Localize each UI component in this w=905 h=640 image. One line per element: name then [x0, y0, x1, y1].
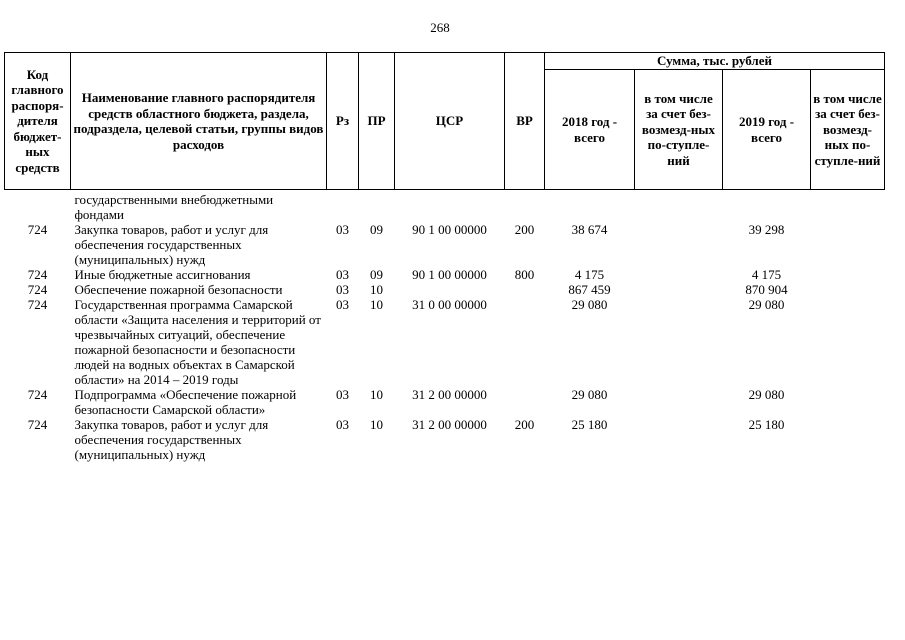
table-row: [5, 267, 885, 282]
row-name: Государственная программа Самарской области «Защита населения и территорий от чрезвычайных ситуаций, обеспечение пожарной безопасности и безопасности людей на водных объектах в Самарской области» на 2014 – 2019 годы: [74, 297, 321, 387]
header-rz: Рз: [327, 53, 359, 190]
row-sum-2019: 25 180: [748, 417, 785, 432]
table-row: [5, 387, 885, 417]
row-vr: 200: [514, 417, 535, 432]
row-sum-2019: [723, 190, 811, 223]
row-vr: 200: [514, 222, 535, 237]
row-rz: 03: [336, 282, 349, 297]
row-pr: [359, 190, 395, 223]
row-vr: [505, 297, 545, 387]
row-code: 724: [27, 297, 48, 312]
table-header: [5, 53, 885, 190]
row-sum-2019: 870 904: [745, 282, 788, 297]
row-code: 724: [27, 282, 48, 297]
row-csr: [395, 282, 505, 297]
row-rz: 03: [336, 417, 349, 432]
budget-table: [4, 52, 885, 462]
row-bezv-2019: [811, 417, 885, 462]
row-sum-2018: 29 080: [571, 387, 608, 402]
header-2018-total: 2018 год - всего: [545, 70, 635, 190]
row-name: Закупка товаров, работ и услуг для обеспечения государственных (муниципальных) нужд: [74, 222, 269, 267]
row-sum-2018: 867 459: [568, 282, 611, 297]
row-rz: 03: [336, 222, 349, 237]
row-name: Обеспечение пожарной безопасности: [74, 282, 283, 297]
row-pr: 09: [370, 222, 383, 237]
row-name: государственными внебюджетными фондами: [74, 192, 274, 222]
row-sum-2019: 4 175: [751, 267, 782, 282]
table-row: [5, 190, 885, 223]
row-code: 724: [27, 417, 48, 432]
row-sum-2019: 29 080: [748, 387, 785, 402]
row-name: Подпрограмма «Обеспечение пожарной безопасности Самарской области»: [74, 387, 297, 417]
row-sum-2018: 4 175: [574, 267, 605, 282]
header-code: Код главного распоря-дителя бюджет-ных средств: [5, 53, 71, 190]
row-rz: 03: [336, 387, 349, 402]
header-2018-bezv: в том числе за счет без-возмезд-ных по-ступле-ний: [635, 70, 723, 190]
row-bezv-2019: [811, 387, 885, 417]
row-pr: 09: [370, 267, 383, 282]
row-pr: 10: [370, 297, 383, 312]
row-bezv-2018: [635, 417, 723, 462]
row-pr: 10: [370, 387, 383, 402]
header-csr: ЦСР: [395, 53, 505, 190]
header-pr: ПР: [359, 53, 395, 190]
row-csr: 31 2 00 00000: [412, 417, 487, 432]
row-rz: [327, 190, 359, 223]
row-sum-2018: [545, 190, 635, 223]
row-bezv-2018: [635, 222, 723, 267]
row-bezv-2018: [635, 190, 723, 223]
row-code: 724: [27, 222, 48, 237]
row-sum-2018: 38 674: [571, 222, 608, 237]
row-bezv-2018: [635, 297, 723, 387]
row-bezv-2019: [811, 282, 885, 297]
row-bezv-2019: [811, 222, 885, 267]
row-pr: 10: [370, 282, 383, 297]
row-code: 724: [27, 267, 48, 282]
row-bezv-2019: [811, 267, 885, 282]
row-code: [5, 190, 71, 223]
header-2019-total: 2019 год - всего: [723, 70, 811, 190]
header-vr: ВР: [505, 53, 545, 190]
row-vr: [505, 190, 545, 223]
table-body: [5, 190, 885, 463]
table-row: [5, 297, 885, 387]
row-name: Иные бюджетные ассигнования: [74, 267, 251, 282]
row-bezv-2019: [811, 297, 885, 387]
row-bezv-2018: [635, 282, 723, 297]
row-bezv-2018: [635, 267, 723, 282]
row-bezv-2019: [811, 190, 885, 223]
header-name: Наименование главного распорядителя средств областного бюджета, раздела, подраздела, целевой статьи, группы видов расходов: [71, 53, 327, 190]
table-row: [5, 417, 885, 462]
row-bezv-2018: [635, 387, 723, 417]
page-number: 268: [430, 20, 450, 35]
row-vr: 800: [514, 267, 535, 282]
row-csr: 90 1 00 00000: [412, 267, 487, 282]
row-sum-2019: 29 080: [748, 297, 785, 312]
row-sum-2019: 39 298: [748, 222, 785, 237]
row-csr: 31 2 00 00000: [412, 387, 487, 402]
row-rz: 03: [336, 267, 349, 282]
row-csr: 90 1 00 00000: [412, 222, 487, 237]
row-csr: [395, 190, 505, 223]
table-row: [5, 282, 885, 297]
row-name: Закупка товаров, работ и услуг для обеспечения государственных (муниципальных) нужд: [74, 417, 269, 462]
row-code: 724: [27, 387, 48, 402]
header-2019-bezv: в том числе за счет без-возмезд-ных по-ступле-ний: [811, 70, 885, 190]
row-rz: 03: [336, 297, 349, 312]
row-csr: 31 0 00 00000: [412, 297, 487, 312]
header-sum: Сумма, тыс. рублей: [545, 53, 885, 70]
row-sum-2018: 29 080: [571, 297, 608, 312]
row-pr: 10: [370, 417, 383, 432]
table-row: [5, 222, 885, 267]
row-sum-2018: 25 180: [571, 417, 608, 432]
row-vr: [505, 282, 545, 297]
row-vr: [505, 387, 545, 417]
